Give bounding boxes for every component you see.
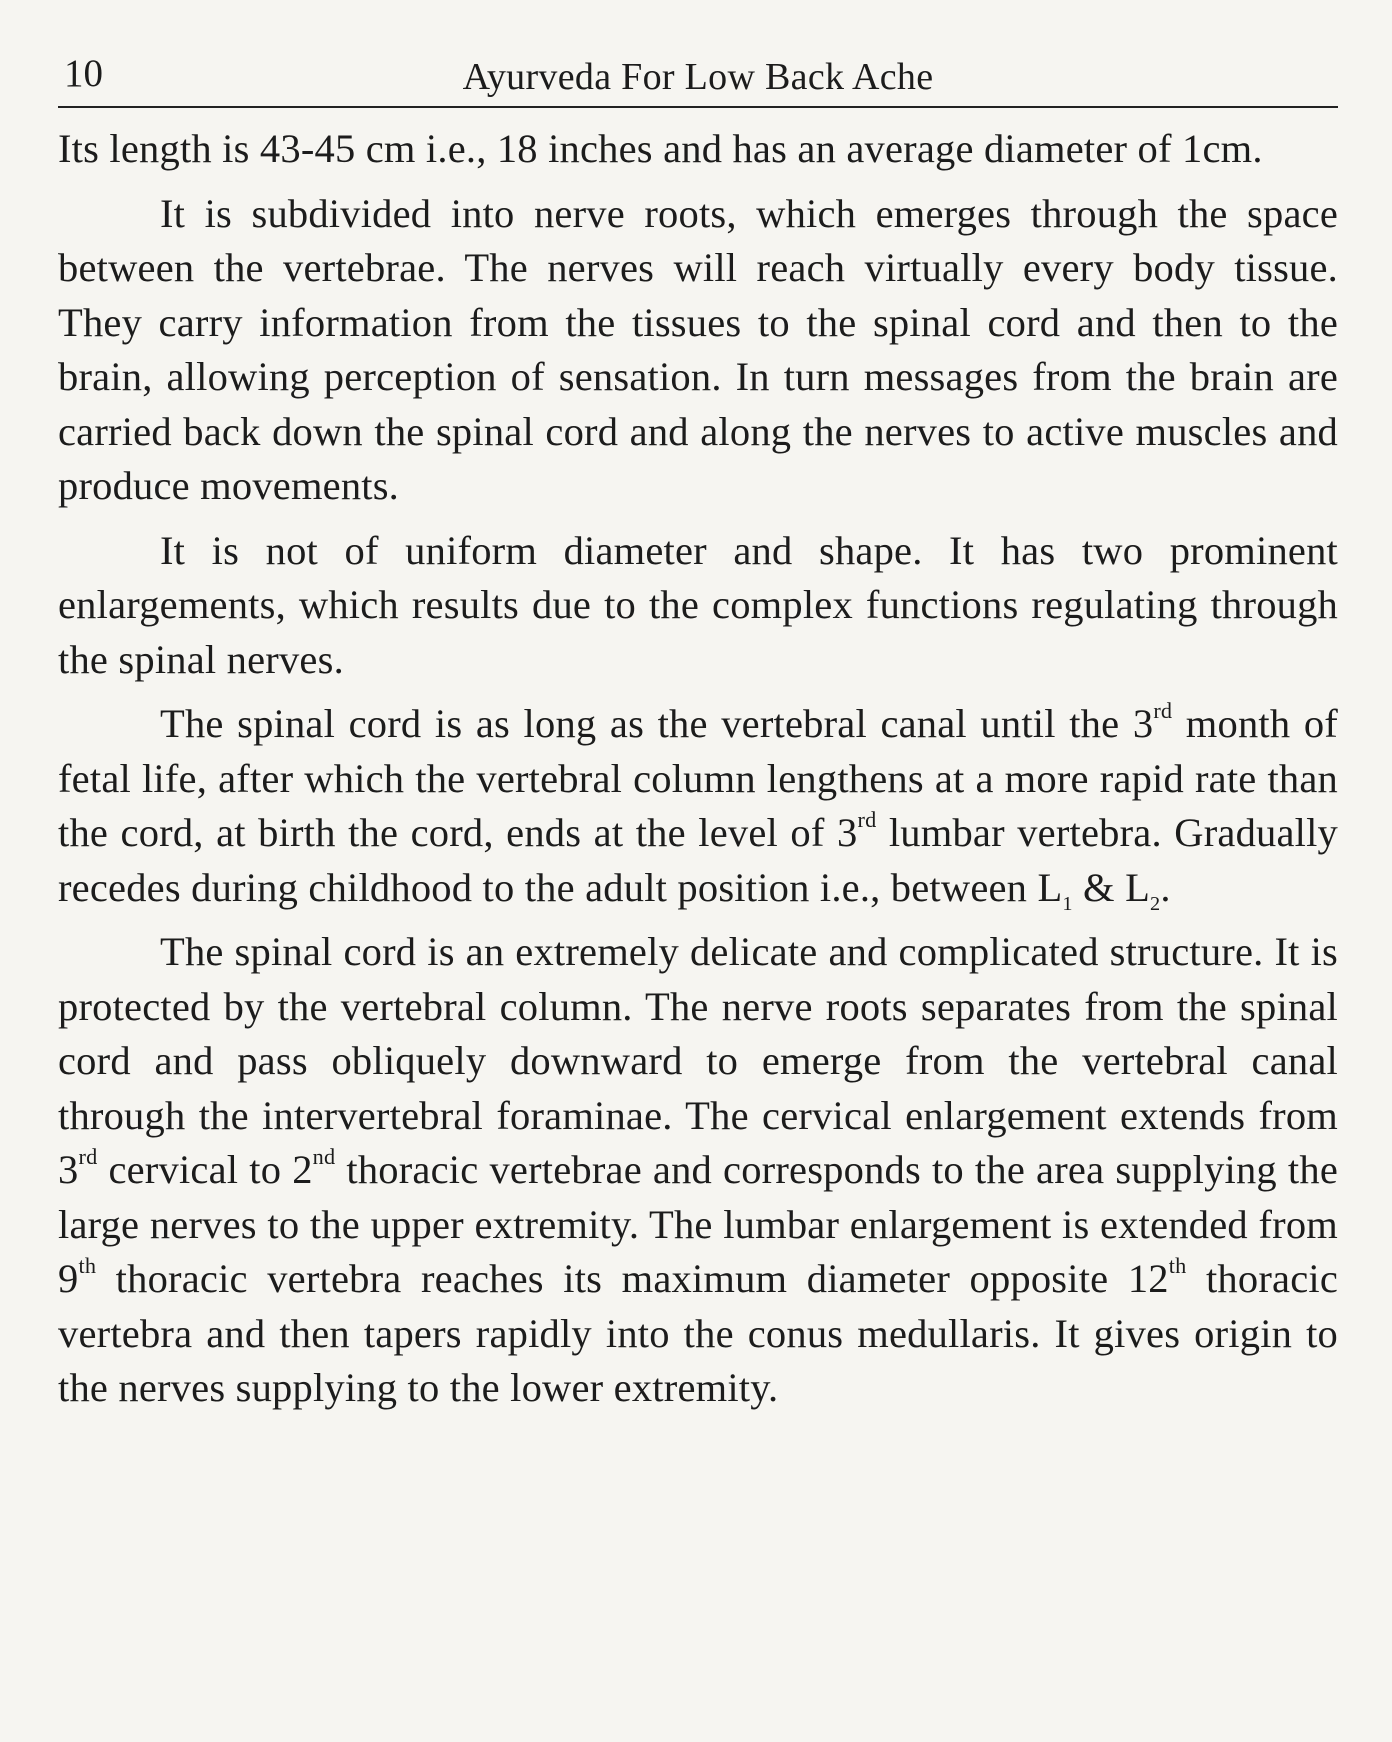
- text-run: thoracic vertebrae and corresponds to the area supplying the large nerves to the upper extremity. The lumbar enlargement is extended from 9: [58, 1147, 1339, 1301]
- text-run: The spinal cord is an extremely delicate and complicated structure. It is protected by the vertebral column. The nerve roots separates from the spinal cord and pass obliquely downward to emerge from the vertebral canal through the intervertebral foraminae. The cervical enlargement extends from 3: [58, 929, 1338, 1192]
- paragraph-enlargements: It is not of uniform diameter and shape. It has two prominent enlargements, which results due to the complex functions regulating through the spinal nerves.: [58, 527, 1338, 682]
- page-number: 10: [64, 52, 103, 95]
- text-run: month of fetal life, after which the vertebral column lengthens at a more rapid rate than the cord, at birth the cord, ends at the level of 3: [58, 701, 1338, 855]
- subscript: 2: [1150, 892, 1161, 915]
- paragraph-fetal-growth: [58, 697, 1338, 915]
- text-run: thoracic vertebra reaches its maximum diameter opposite 12: [96, 1256, 1169, 1301]
- paragraph-nerve-roots: It is subdivided into nerve roots, which emerges through the space between the vertebrae. The nerves will reach virtually every body tissue. They carry information from the tissues to the spinal cord and then to the brain, allowing perception of sensation. In turn messages from the brain are carried back down the spinal cord and along the nerves to active muscles and produce movements.: [58, 190, 1338, 508]
- running-title: Ayurveda For Low Back Ache: [462, 56, 934, 98]
- superscript: nd: [312, 1144, 336, 1170]
- superscript: rd: [78, 1144, 98, 1170]
- superscript: rd: [1153, 698, 1173, 724]
- superscript: th: [78, 1253, 97, 1279]
- text-run: lumbar vertebra. Gradually recedes during childhood to the adult position i.e., between L: [58, 810, 1338, 910]
- running-header: [58, 50, 1338, 108]
- text-run: thoracic vertebra and then tapers rapidly into the conus medullaris. It gives origin to the nerves supplying to the lower extremity.: [58, 1256, 1338, 1410]
- book-page: [58, 50, 1338, 1426]
- subscript: 1: [1062, 892, 1073, 915]
- paragraph-length: Its length is 43-45 cm i.e., 18 inches and has an average diameter of 1cm.: [58, 126, 1263, 171]
- superscript: th: [1168, 1253, 1187, 1279]
- text-run: cervical to 2: [97, 1147, 313, 1192]
- text-run: The spinal cord is as long as the vertebral canal until the 3: [160, 701, 1154, 746]
- text-run: .: [1160, 864, 1171, 910]
- text-run: & L: [1072, 864, 1151, 910]
- paragraph-structure: [58, 925, 1338, 1416]
- superscript: rd: [857, 807, 877, 833]
- body-text: [58, 122, 1338, 1416]
